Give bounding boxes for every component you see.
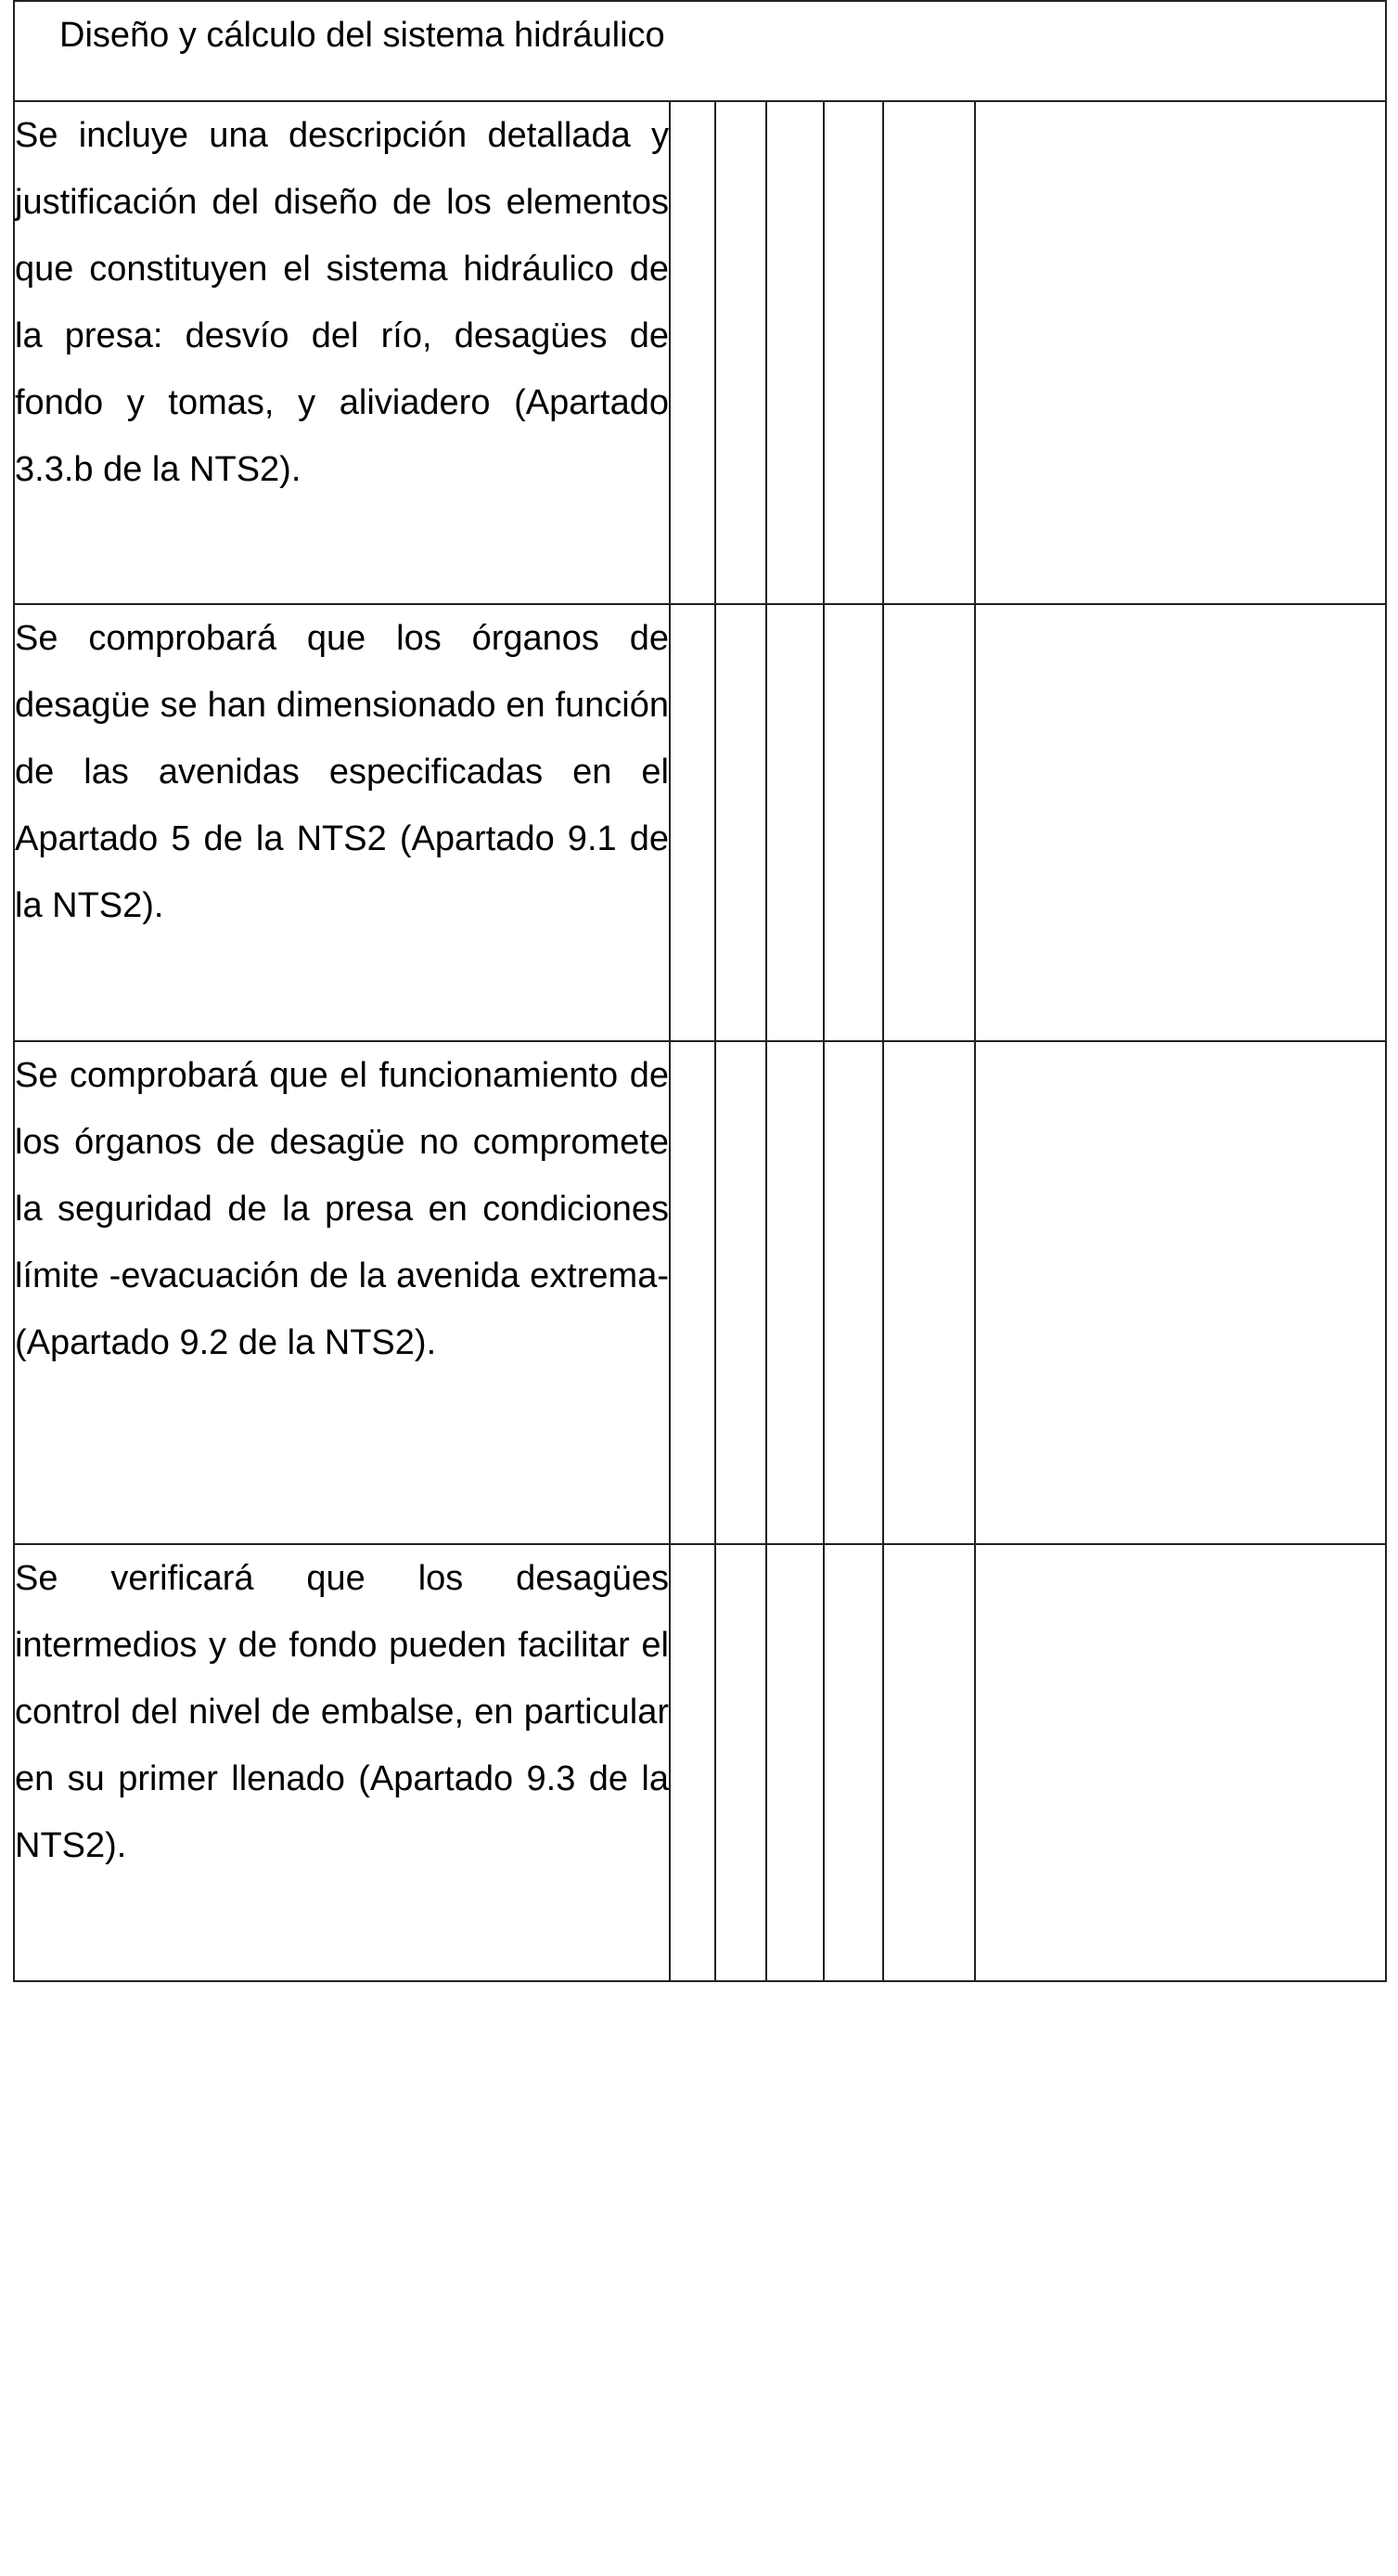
checklist-table <box>13 0 1387 1982</box>
check-cell[interactable] <box>715 604 766 1041</box>
criterion-text: Se verificará que los desagües intermedios y de fondo pueden facilitar el control del nivel de embalse, en particular en su primer llenado (Apartado 9.3 de la NTS2). <box>14 1544 670 1981</box>
check-cell[interactable] <box>670 101 715 604</box>
table-row <box>14 1544 1386 1981</box>
check-cell[interactable] <box>824 1041 883 1544</box>
check-cell[interactable] <box>670 1544 715 1981</box>
table-row <box>14 101 1386 604</box>
check-cell[interactable] <box>883 1041 975 1544</box>
observations-cell[interactable] <box>975 101 1386 604</box>
check-cell[interactable] <box>715 101 766 604</box>
check-cell[interactable] <box>766 604 824 1041</box>
check-cell[interactable] <box>766 1544 824 1981</box>
criterion-text: Se incluye una descripción detallada y justificación del diseño de los elementos que constituyen el sistema hidráulico de la presa: desvío del río, desagües de fondo y tomas, y aliviadero (Apartado 3.3.b de la NTS2). <box>14 101 670 604</box>
section-title: Diseño y cálculo del sistema hidráulico <box>14 1 1386 101</box>
table-row <box>14 1041 1386 1544</box>
observations-cell[interactable] <box>975 1041 1386 1544</box>
check-cell[interactable] <box>824 604 883 1041</box>
check-cell[interactable] <box>766 1041 824 1544</box>
table-row <box>14 604 1386 1041</box>
check-cell[interactable] <box>715 1041 766 1544</box>
check-cell[interactable] <box>670 604 715 1041</box>
check-cell[interactable] <box>824 1544 883 1981</box>
check-cell[interactable] <box>883 604 975 1041</box>
check-cell[interactable] <box>766 101 824 604</box>
check-cell[interactable] <box>670 1041 715 1544</box>
section-header-row <box>14 1 1386 101</box>
observations-cell[interactable] <box>975 1544 1386 1981</box>
criterion-text: Se comprobará que los órganos de desagüe se han dimensionado en función de las avenidas especificadas en el Apartado 5 de la NTS2 (Apartado 9.1 de la NTS2). <box>14 604 670 1041</box>
check-cell[interactable] <box>824 101 883 604</box>
observations-cell[interactable] <box>975 604 1386 1041</box>
check-cell[interactable] <box>715 1544 766 1981</box>
check-cell[interactable] <box>883 101 975 604</box>
criterion-text: Se comprobará que el funcionamiento de los órganos de desagüe no compromete la seguridad de la presa en condiciones límite -evacuación de la avenida extrema- (Apartado 9.2 de la NTS2). <box>14 1041 670 1544</box>
check-cell[interactable] <box>883 1544 975 1981</box>
